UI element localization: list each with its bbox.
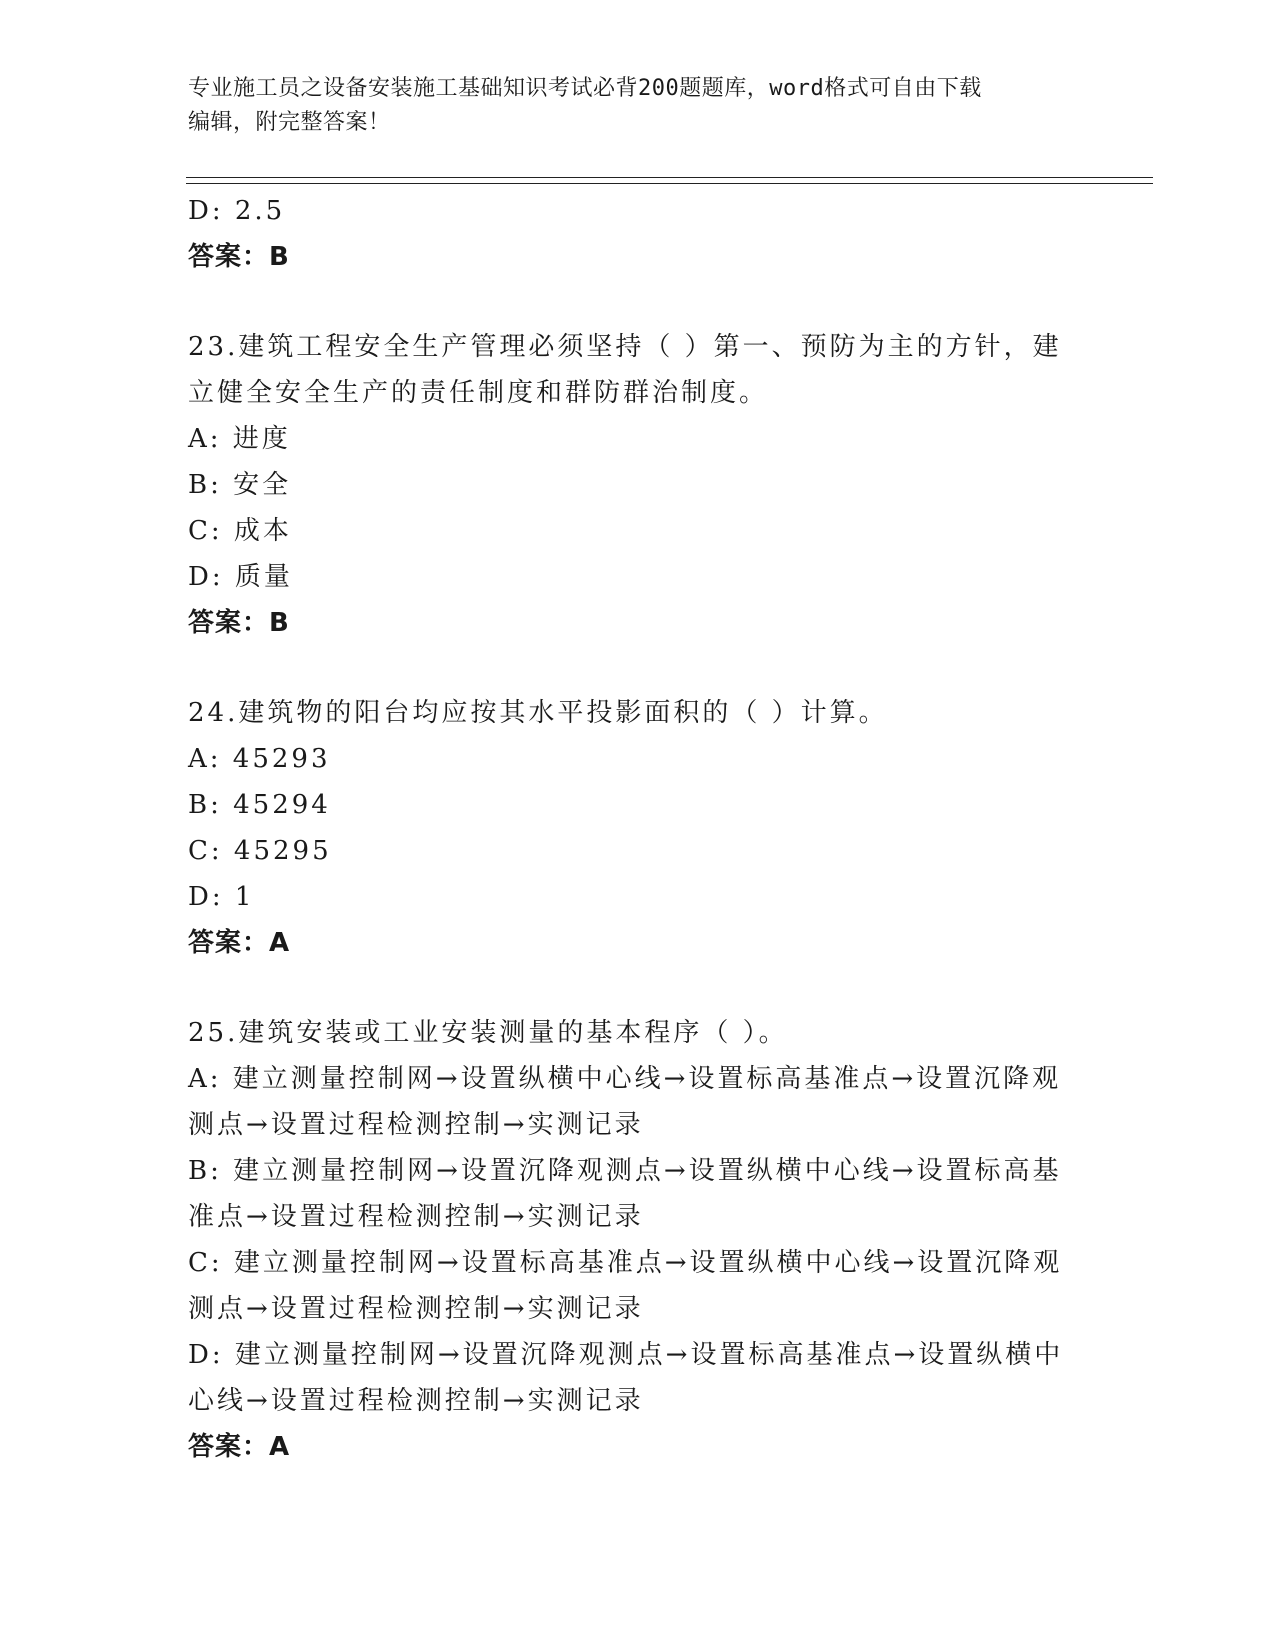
answer-label: 答案：B: [188, 608, 290, 638]
answer-label: 答案：A: [188, 1432, 291, 1462]
option-d: D: 质量: [188, 562, 293, 592]
option-c: C: 成本: [188, 516, 292, 546]
question-text-line: 立健全安全生产的责任制度和群防群治制度。: [188, 378, 769, 408]
option-c-line-1: C: 建立测量控制网→设置标高基准点→设置纵横中心线→设置沉降观: [188, 1248, 1063, 1278]
question-24: [188, 690, 1088, 966]
header-line-2: 编辑，附完整答案！: [188, 110, 391, 135]
question-text-line: 25.建筑安装或工业安装测量的基本程序（ ）。: [188, 1018, 788, 1048]
option-b-line-1: B: 建立测量控制网→设置沉降观测点→设置纵横中心线→设置标高基: [188, 1156, 1062, 1186]
header-line-1: 专业施工员之设备安装施工基础知识考试必背200题题库，word格式可自由下载: [188, 76, 982, 101]
option-c: C: 45295: [188, 836, 332, 866]
question-25: [188, 1010, 1088, 1470]
page-header: [188, 72, 1088, 140]
option-b-line-2: 准点→设置过程检测控制→实测记录: [188, 1202, 644, 1232]
option-b: B: 45294: [188, 790, 331, 820]
question-23: [188, 324, 1088, 646]
option-c-line-2: 测点→设置过程检测控制→实测记录: [188, 1294, 644, 1324]
option-d-line-1: D: 建立测量控制网→设置沉降观测点→设置标高基准点→设置纵横中: [188, 1340, 1064, 1370]
question-text-line: 23.建筑工程安全生产管理必须坚持（ ）第一、预防为主的方针，建: [188, 332, 1062, 362]
option-b: B: 安全: [188, 470, 292, 500]
option-d-line-2: 心线→设置过程检测控制→实测记录: [188, 1386, 644, 1416]
header-divider-bottom: [186, 183, 1153, 184]
option-a: A: 45293: [188, 744, 331, 774]
question-22-tail: [188, 188, 1088, 280]
option-d: D: 1: [188, 882, 255, 912]
option-a-line-2: 测点→设置过程检测控制→实测记录: [188, 1110, 644, 1140]
question-list: [188, 188, 1088, 1470]
option-d: D: 2.5: [188, 196, 286, 226]
option-a-line-1: A: 建立测量控制网→设置纵横中心线→设置标高基准点→设置沉降观: [188, 1064, 1062, 1094]
answer-label: 答案：A: [188, 928, 291, 958]
question-text-line: 24.建筑物的阳台均应按其水平投影面积的（ ）计算。: [188, 698, 888, 728]
option-a: A: 进度: [188, 424, 291, 454]
header-divider-top: [186, 177, 1153, 178]
answer-label: 答案：B: [188, 242, 290, 272]
